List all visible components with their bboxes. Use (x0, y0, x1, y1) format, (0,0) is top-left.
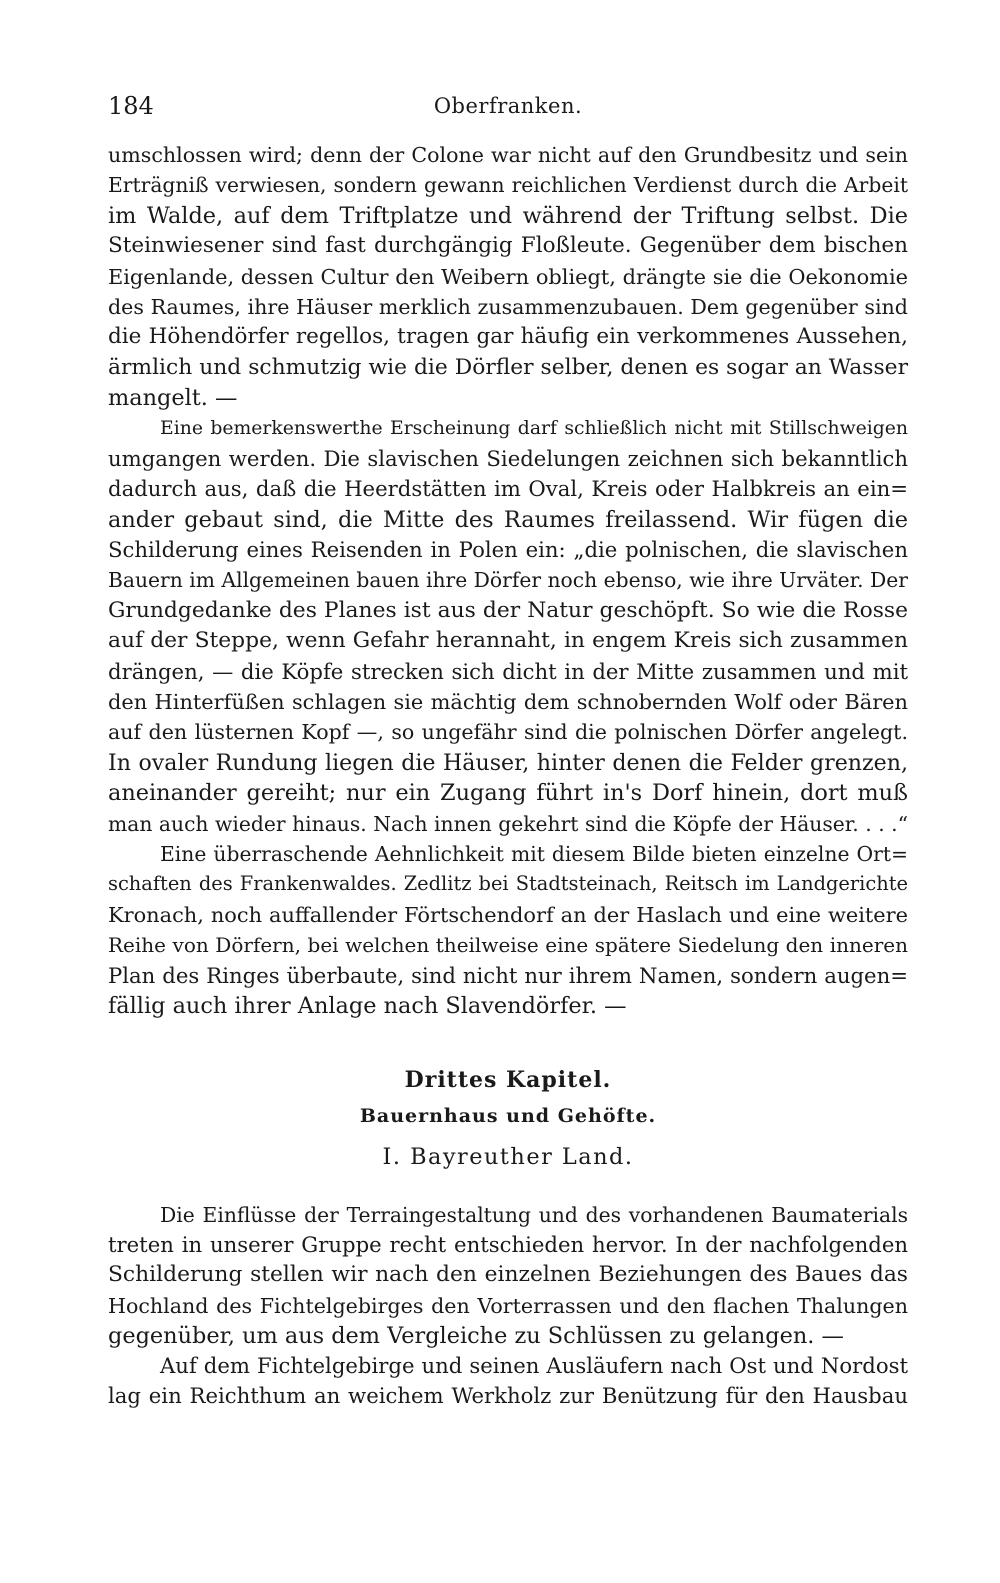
text-line: drängen, — die Köpfe strecken sich dicht in der Mitte zusammen und mit (108, 658, 908, 684)
text-line: Die Einflüsse der Terraingestaltung und des vorhandenen Baumaterials (160, 1203, 908, 1227)
text-line: Steinwiesener sind fast durchgängig Floßleute. Gegenüber dem bischen (108, 233, 908, 259)
text-line: schaften des Frankenwaldes. Zedlitz bei Stadtsteinach, Reitsch im Landgerichte (108, 872, 908, 896)
text-line: gegenüber, um aus dem Vergleiche zu Schlüssen zu gelangen. — (108, 1322, 844, 1349)
paragraph (108, 1200, 908, 1351)
text-line: Eine überraschende Aehnlichkeit mit diesem Bilde bieten einzelne Ort= (160, 841, 908, 866)
paragraph (108, 839, 908, 1021)
text-line: Auf dem Fichtelgebirge und seinen Ausläufern nach Ost und Nordost (160, 1352, 908, 1378)
text-line: Schilderung eines Reisenden in Polen ein: „die polnischen, die slavischen (108, 537, 908, 563)
text-line: fällig auch ihrer Anlage nach Slavendörfer. — (108, 992, 627, 1019)
text-line: des Raumes, ihre Häuser merklich zusammenzubauen. Dem gegenüber sind (108, 294, 908, 319)
text-line: Eigenlande, dessen Cultur den Weibern obliegt, drängte sie die Oekonomie (108, 264, 908, 289)
text-line: Erträgniß verwiesen, sondern gewann reichlichen Verdienst durch die Arbeit (108, 173, 908, 198)
text-line: man auch wieder hinaus. Nach innen gekehrt sind die Köpfe der Häuser. . . .“ (108, 811, 908, 836)
text-line: Reihe von Dörfern, bei welchen theilweise eine spätere Siedelung den inneren (108, 933, 908, 958)
text-line: Grundgedanke des Planes ist aus der Natur geschöpft. So wie die Rosse (108, 597, 908, 623)
page-number: 184 (108, 92, 154, 120)
text-line: Eine bemerkenswerthe Erscheinung darf schließlich nicht mit Stillschweigen (160, 417, 908, 439)
paragraph (108, 1351, 908, 1411)
text-line: ander gebaut sind, die Mitte des Raumes freilassend. Wir fügen die (108, 506, 908, 533)
body-text-bottom (108, 1200, 908, 1411)
body-text-top (108, 140, 908, 1021)
chapter-title: Drittes Kapitel. (404, 1067, 612, 1093)
subsection-title: I. Bayreuther Land. (382, 1144, 634, 1170)
text-line: mangelt. — (108, 385, 238, 412)
paragraph (108, 414, 908, 839)
section-title: Bauernhaus und Gehöfte. (359, 1105, 657, 1127)
page-header (108, 90, 908, 122)
text-line: auf den lüsternen Kopf —, so ungefähr sind die polnischen Dörfer angelegt. (108, 720, 908, 745)
text-line: lag ein Reichthum an weichem Werkholz zur Benützung für den Hausbau (108, 1383, 908, 1409)
text-line: Schilderung stellen wir nach den einzelnen Beziehungen des Baues das (108, 1262, 908, 1288)
text-line: dadurch aus, daß die Heerdstätten im Oval, Kreis oder Halbkreis an ein= (108, 476, 908, 502)
text-line: die Höhendörfer regellos, tragen gar häufig ein verkommenes Aussehen, (108, 324, 908, 350)
text-line: im Walde, auf dem Triftplatze und während der Triftung selbst. Die (108, 202, 908, 229)
chapter-heading (108, 1062, 908, 1174)
text-line: treten in unserer Gruppe recht entschieden hervor. In der nachfolgenden (108, 1232, 908, 1258)
text-line: umschlossen wird; denn der Colone war nicht auf den Grundbesitz und sein (108, 143, 908, 167)
text-line: Hochland des Fichtelgebirges den Vorterrassen und den flachen Thalungen (108, 1293, 908, 1318)
text-line: aneinander gereiht; nur ein Zugang führt in's Dorf hinein, dort muß (108, 780, 908, 807)
text-line: ärmlich und schmutzig wie die Dörfler selber, denen es sogar an Wasser (108, 354, 908, 380)
text-line: auf der Steppe, wenn Gefahr herannaht, in engem Kreis sich zusammen (108, 628, 908, 654)
text-line: In ovaler Rundung liegen die Häuser, hinter denen die Felder grenzen, (108, 749, 908, 776)
text-line: Plan des Ringes überbaute, sind nicht nur ihrem Namen, sondern augen= (108, 962, 908, 988)
paragraph (108, 140, 908, 414)
text-line: den Hinterfüßen schlagen sie mächtig dem schnobernden Wolf oder Bären (108, 690, 908, 715)
text-line: Bauern im Allgemeinen bauen ihre Dörfer noch ebenso, wie ihre Urväter. Der (108, 568, 908, 593)
text-line: Kronach, noch auffallender Förtschendorf an der Haslach und eine weitere (108, 902, 908, 927)
text-line: umgangen werden. Die slavischen Siedelungen zeichnen sich bekanntlich (108, 445, 908, 471)
running-title: Oberfranken. (433, 94, 583, 118)
